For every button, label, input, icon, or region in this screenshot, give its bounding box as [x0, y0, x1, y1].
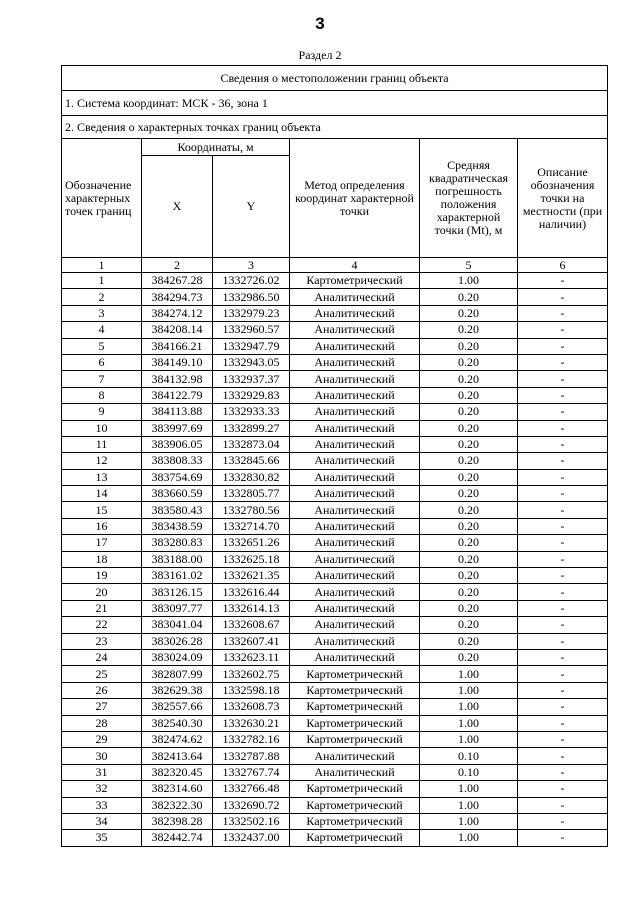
point-number-cell: 24	[62, 649, 142, 665]
y-coordinate-cell: 1332621.35	[213, 568, 290, 584]
y-coordinate-cell: 1332630.21	[213, 715, 290, 731]
point-number-cell: 20	[62, 584, 142, 600]
point-number-cell: 6	[62, 354, 142, 370]
error-cell: 0.20	[420, 568, 518, 584]
error-cell: 1.00	[420, 731, 518, 747]
coord-system: 1. Система координат: МСК - 36, зона 1	[62, 91, 608, 116]
column-number: 3	[213, 258, 290, 273]
method-cell: Аналитический	[290, 748, 420, 764]
table-row	[62, 748, 608, 764]
error-cell: 0.20	[420, 305, 518, 321]
method-cell: Аналитический	[290, 289, 420, 305]
x-coordinate-cell: 384149.10	[142, 354, 213, 370]
error-cell: 0.20	[420, 387, 518, 403]
method-cell: Картометрический	[290, 830, 420, 846]
description-cell: -	[518, 813, 608, 829]
column-number: 6	[518, 258, 608, 273]
point-number-cell: 34	[62, 813, 142, 829]
table-row	[62, 404, 608, 420]
header-method: Метод определения координат характерной точки	[290, 139, 420, 258]
description-cell: -	[518, 748, 608, 764]
y-coordinate-cell: 1332726.02	[213, 273, 290, 289]
description-cell: -	[518, 617, 608, 633]
error-cell: 0.20	[420, 633, 518, 649]
x-coordinate-cell: 384122.79	[142, 387, 213, 403]
method-cell: Аналитический	[290, 551, 420, 567]
x-coordinate-cell: 383126.15	[142, 584, 213, 600]
error-cell: 0.20	[420, 551, 518, 567]
method-cell: Аналитический	[290, 486, 420, 502]
table-row	[62, 715, 608, 731]
error-cell: 0.20	[420, 486, 518, 502]
table-row	[62, 699, 608, 715]
table-row	[62, 682, 608, 698]
method-cell: Аналитический	[290, 649, 420, 665]
method-cell: Аналитический	[290, 436, 420, 452]
table-row	[62, 797, 608, 813]
method-cell: Аналитический	[290, 535, 420, 551]
description-cell: -	[518, 469, 608, 485]
error-cell: 0.10	[420, 748, 518, 764]
column-number: 1	[62, 258, 142, 273]
y-coordinate-cell: 1332608.73	[213, 699, 290, 715]
x-coordinate-cell: 383660.59	[142, 486, 213, 502]
point-number-cell: 18	[62, 551, 142, 567]
x-coordinate-cell: 382322.30	[142, 797, 213, 813]
point-number-cell: 2	[62, 289, 142, 305]
description-cell: -	[518, 731, 608, 747]
point-number-cell: 15	[62, 502, 142, 518]
y-coordinate-cell: 1332608.67	[213, 617, 290, 633]
y-coordinate-cell: 1332937.37	[213, 371, 290, 387]
y-coordinate-cell: 1332787.88	[213, 748, 290, 764]
description-cell: -	[518, 535, 608, 551]
x-coordinate-cell: 383997.69	[142, 420, 213, 436]
y-coordinate-cell: 1332979.23	[213, 305, 290, 321]
x-coordinate-cell: 384274.12	[142, 305, 213, 321]
table-row	[62, 387, 608, 403]
method-cell: Аналитический	[290, 338, 420, 354]
description-cell: -	[518, 453, 608, 469]
x-coordinate-cell: 383580.43	[142, 502, 213, 518]
method-cell: Картометрический	[290, 797, 420, 813]
x-coordinate-cell: 384208.14	[142, 322, 213, 338]
table-row	[62, 600, 608, 616]
description-cell: -	[518, 338, 608, 354]
method-cell: Аналитический	[290, 371, 420, 387]
description-cell: -	[518, 371, 608, 387]
method-cell: Картометрический	[290, 682, 420, 698]
y-coordinate-cell: 1332616.44	[213, 584, 290, 600]
description-cell: -	[518, 666, 608, 682]
x-coordinate-cell: 382474.62	[142, 731, 213, 747]
x-coordinate-cell: 383041.04	[142, 617, 213, 633]
description-cell: -	[518, 715, 608, 731]
table-row	[62, 617, 608, 633]
table-row	[62, 486, 608, 502]
description-cell: -	[518, 584, 608, 600]
description-cell: -	[518, 797, 608, 813]
x-coordinate-cell: 382398.28	[142, 813, 213, 829]
x-coordinate-cell: 384294.73	[142, 289, 213, 305]
error-cell: 0.20	[420, 600, 518, 616]
table-row	[62, 273, 608, 289]
x-coordinate-cell: 383808.33	[142, 453, 213, 469]
header-coordinates: Координаты, м	[142, 139, 290, 156]
method-cell: Аналитический	[290, 354, 420, 370]
y-coordinate-cell: 1332690.72	[213, 797, 290, 813]
table-row	[62, 535, 608, 551]
description-cell: -	[518, 420, 608, 436]
y-coordinate-cell: 1332437.00	[213, 830, 290, 846]
error-cell: 1.00	[420, 273, 518, 289]
column-number: 5	[420, 258, 518, 273]
x-coordinate-cell: 382557.66	[142, 699, 213, 715]
description-cell: -	[518, 486, 608, 502]
table-row	[62, 830, 608, 846]
method-cell: Картометрический	[290, 715, 420, 731]
points-heading: 2. Сведения о характерных точках границ объекта	[62, 116, 608, 139]
header-y: Y	[213, 156, 290, 258]
table-row	[62, 518, 608, 534]
x-coordinate-cell: 383188.00	[142, 551, 213, 567]
point-number-cell: 22	[62, 617, 142, 633]
method-cell: Аналитический	[290, 518, 420, 534]
error-cell: 0.20	[420, 617, 518, 633]
table-row	[62, 731, 608, 747]
method-cell: Аналитический	[290, 404, 420, 420]
error-cell: 0.20	[420, 420, 518, 436]
point-number-cell: 8	[62, 387, 142, 403]
header-designation: Обозначение характерных точек границ	[62, 139, 142, 258]
description-cell: -	[518, 830, 608, 846]
x-coordinate-cell: 383026.28	[142, 633, 213, 649]
error-cell: 1.00	[420, 781, 518, 797]
point-number-cell: 11	[62, 436, 142, 452]
x-coordinate-cell: 384132.98	[142, 371, 213, 387]
y-coordinate-cell: 1332929.83	[213, 387, 290, 403]
description-cell: -	[518, 649, 608, 665]
error-cell: 0.20	[420, 535, 518, 551]
point-number-cell: 29	[62, 731, 142, 747]
x-coordinate-cell: 382314.60	[142, 781, 213, 797]
description-cell: -	[518, 305, 608, 321]
error-cell: 1.00	[420, 813, 518, 829]
table-row	[62, 584, 608, 600]
x-coordinate-cell: 382629.38	[142, 682, 213, 698]
y-coordinate-cell: 1332598.18	[213, 682, 290, 698]
point-number-cell: 7	[62, 371, 142, 387]
method-cell: Аналитический	[290, 305, 420, 321]
table-row	[62, 502, 608, 518]
table-row	[62, 322, 608, 338]
error-cell: 0.20	[420, 354, 518, 370]
x-coordinate-cell: 384166.21	[142, 338, 213, 354]
description-cell: -	[518, 322, 608, 338]
section-title: Раздел 2	[298, 48, 342, 62]
header-description: Описание обозначения точки на местности (при наличии)	[518, 139, 608, 258]
y-coordinate-cell: 1332602.75	[213, 666, 290, 682]
method-cell: Аналитический	[290, 420, 420, 436]
error-cell: 1.00	[420, 830, 518, 846]
method-cell: Аналитический	[290, 322, 420, 338]
table-row	[62, 551, 608, 567]
point-number-cell: 23	[62, 633, 142, 649]
error-cell: 0.20	[420, 322, 518, 338]
boundary-points-table	[61, 65, 608, 847]
point-number-cell: 30	[62, 748, 142, 764]
description-cell: -	[518, 404, 608, 420]
table-row	[62, 338, 608, 354]
table-row	[62, 371, 608, 387]
table-row	[62, 420, 608, 436]
y-coordinate-cell: 1332805.77	[213, 486, 290, 502]
x-coordinate-cell: 383024.09	[142, 649, 213, 665]
x-coordinate-cell: 383280.83	[142, 535, 213, 551]
description-cell: -	[518, 781, 608, 797]
method-cell: Картометрический	[290, 731, 420, 747]
point-number-cell: 32	[62, 781, 142, 797]
x-coordinate-cell: 382320.45	[142, 764, 213, 780]
y-coordinate-cell: 1332767.74	[213, 764, 290, 780]
y-coordinate-cell: 1332607.41	[213, 633, 290, 649]
table-row	[62, 469, 608, 485]
y-coordinate-cell: 1332899.27	[213, 420, 290, 436]
x-coordinate-cell: 384267.28	[142, 273, 213, 289]
y-coordinate-cell: 1332780.56	[213, 502, 290, 518]
x-coordinate-cell: 383097.77	[142, 600, 213, 616]
error-cell: 0.10	[420, 764, 518, 780]
page-number: 3	[315, 14, 325, 33]
point-number-cell: 13	[62, 469, 142, 485]
point-number-cell: 10	[62, 420, 142, 436]
point-number-cell: 9	[62, 404, 142, 420]
method-cell: Аналитический	[290, 453, 420, 469]
table-row	[62, 354, 608, 370]
point-number-cell: 1	[62, 273, 142, 289]
point-number-cell: 21	[62, 600, 142, 616]
point-number-cell: 35	[62, 830, 142, 846]
point-number-cell: 28	[62, 715, 142, 731]
y-coordinate-cell: 1332960.57	[213, 322, 290, 338]
x-coordinate-cell: 383906.05	[142, 436, 213, 452]
error-cell: 0.20	[420, 436, 518, 452]
point-number-cell: 4	[62, 322, 142, 338]
error-cell: 1.00	[420, 666, 518, 682]
description-cell: -	[518, 289, 608, 305]
point-number-cell: 12	[62, 453, 142, 469]
x-coordinate-cell: 383438.59	[142, 518, 213, 534]
point-number-cell: 25	[62, 666, 142, 682]
y-coordinate-cell: 1332943.05	[213, 354, 290, 370]
y-coordinate-cell: 1332830.82	[213, 469, 290, 485]
table-row	[62, 813, 608, 829]
table-row	[62, 453, 608, 469]
point-number-cell: 3	[62, 305, 142, 321]
x-coordinate-cell: 382442.74	[142, 830, 213, 846]
header-error: Средняя квадратическая погрешность положения характерной точки (Mt), м	[420, 139, 518, 258]
description-cell: -	[518, 699, 608, 715]
point-number-cell: 19	[62, 568, 142, 584]
table-row	[62, 305, 608, 321]
method-cell: Аналитический	[290, 764, 420, 780]
table-row	[62, 666, 608, 682]
description-cell: -	[518, 764, 608, 780]
table-row	[62, 781, 608, 797]
table-title: Сведения о местоположении границ объекта	[62, 66, 608, 91]
description-cell: -	[518, 273, 608, 289]
x-coordinate-cell: 384113.88	[142, 404, 213, 420]
description-cell: -	[518, 518, 608, 534]
description-cell: -	[518, 633, 608, 649]
y-coordinate-cell: 1332766.48	[213, 781, 290, 797]
error-cell: 1.00	[420, 682, 518, 698]
error-cell: 0.20	[420, 584, 518, 600]
table-row	[62, 764, 608, 780]
method-cell: Аналитический	[290, 584, 420, 600]
point-number-cell: 31	[62, 764, 142, 780]
method-cell: Картометрический	[290, 781, 420, 797]
y-coordinate-cell: 1332623.11	[213, 649, 290, 665]
method-cell: Картометрический	[290, 666, 420, 682]
point-number-cell: 5	[62, 338, 142, 354]
error-cell: 0.20	[420, 289, 518, 305]
description-cell: -	[518, 436, 608, 452]
method-cell: Картометрический	[290, 813, 420, 829]
x-coordinate-cell: 382807.99	[142, 666, 213, 682]
method-cell: Картометрический	[290, 699, 420, 715]
description-cell: -	[518, 387, 608, 403]
error-cell: 0.20	[420, 371, 518, 387]
error-cell: 1.00	[420, 715, 518, 731]
error-cell: 0.20	[420, 338, 518, 354]
method-cell: Аналитический	[290, 617, 420, 633]
table-row	[62, 568, 608, 584]
description-cell: -	[518, 502, 608, 518]
description-cell: -	[518, 568, 608, 584]
table-row	[62, 649, 608, 665]
method-cell: Аналитический	[290, 568, 420, 584]
y-coordinate-cell: 1332845.66	[213, 453, 290, 469]
description-cell: -	[518, 551, 608, 567]
method-cell: Аналитический	[290, 633, 420, 649]
method-cell: Аналитический	[290, 469, 420, 485]
point-number-cell: 33	[62, 797, 142, 813]
y-coordinate-cell: 1332502.16	[213, 813, 290, 829]
error-cell: 0.20	[420, 469, 518, 485]
error-cell: 1.00	[420, 797, 518, 813]
table-row	[62, 436, 608, 452]
description-cell: -	[518, 354, 608, 370]
error-cell: 1.00	[420, 699, 518, 715]
description-cell: -	[518, 682, 608, 698]
y-coordinate-cell: 1332986.50	[213, 289, 290, 305]
y-coordinate-cell: 1332873.04	[213, 436, 290, 452]
error-cell: 0.20	[420, 502, 518, 518]
y-coordinate-cell: 1332947.79	[213, 338, 290, 354]
y-coordinate-cell: 1332933.33	[213, 404, 290, 420]
point-number-cell: 17	[62, 535, 142, 551]
x-coordinate-cell: 383161.02	[142, 568, 213, 584]
error-cell: 0.20	[420, 453, 518, 469]
method-cell: Аналитический	[290, 387, 420, 403]
method-cell: Картометрический	[290, 273, 420, 289]
point-number-cell: 16	[62, 518, 142, 534]
header-x: X	[142, 156, 213, 258]
point-number-cell: 27	[62, 699, 142, 715]
y-coordinate-cell: 1332625.18	[213, 551, 290, 567]
column-number: 4	[290, 258, 420, 273]
error-cell: 0.20	[420, 518, 518, 534]
error-cell: 0.20	[420, 649, 518, 665]
error-cell: 0.20	[420, 404, 518, 420]
method-cell: Аналитический	[290, 502, 420, 518]
method-cell: Аналитический	[290, 600, 420, 616]
table-row	[62, 289, 608, 305]
y-coordinate-cell: 1332714.70	[213, 518, 290, 534]
column-number: 2	[142, 258, 213, 273]
x-coordinate-cell: 382540.30	[142, 715, 213, 731]
y-coordinate-cell: 1332614.13	[213, 600, 290, 616]
description-cell: -	[518, 600, 608, 616]
x-coordinate-cell: 382413.64	[142, 748, 213, 764]
point-number-cell: 14	[62, 486, 142, 502]
point-number-cell: 26	[62, 682, 142, 698]
table-row	[62, 633, 608, 649]
y-coordinate-cell: 1332651.26	[213, 535, 290, 551]
x-coordinate-cell: 383754.69	[142, 469, 213, 485]
y-coordinate-cell: 1332782.16	[213, 731, 290, 747]
